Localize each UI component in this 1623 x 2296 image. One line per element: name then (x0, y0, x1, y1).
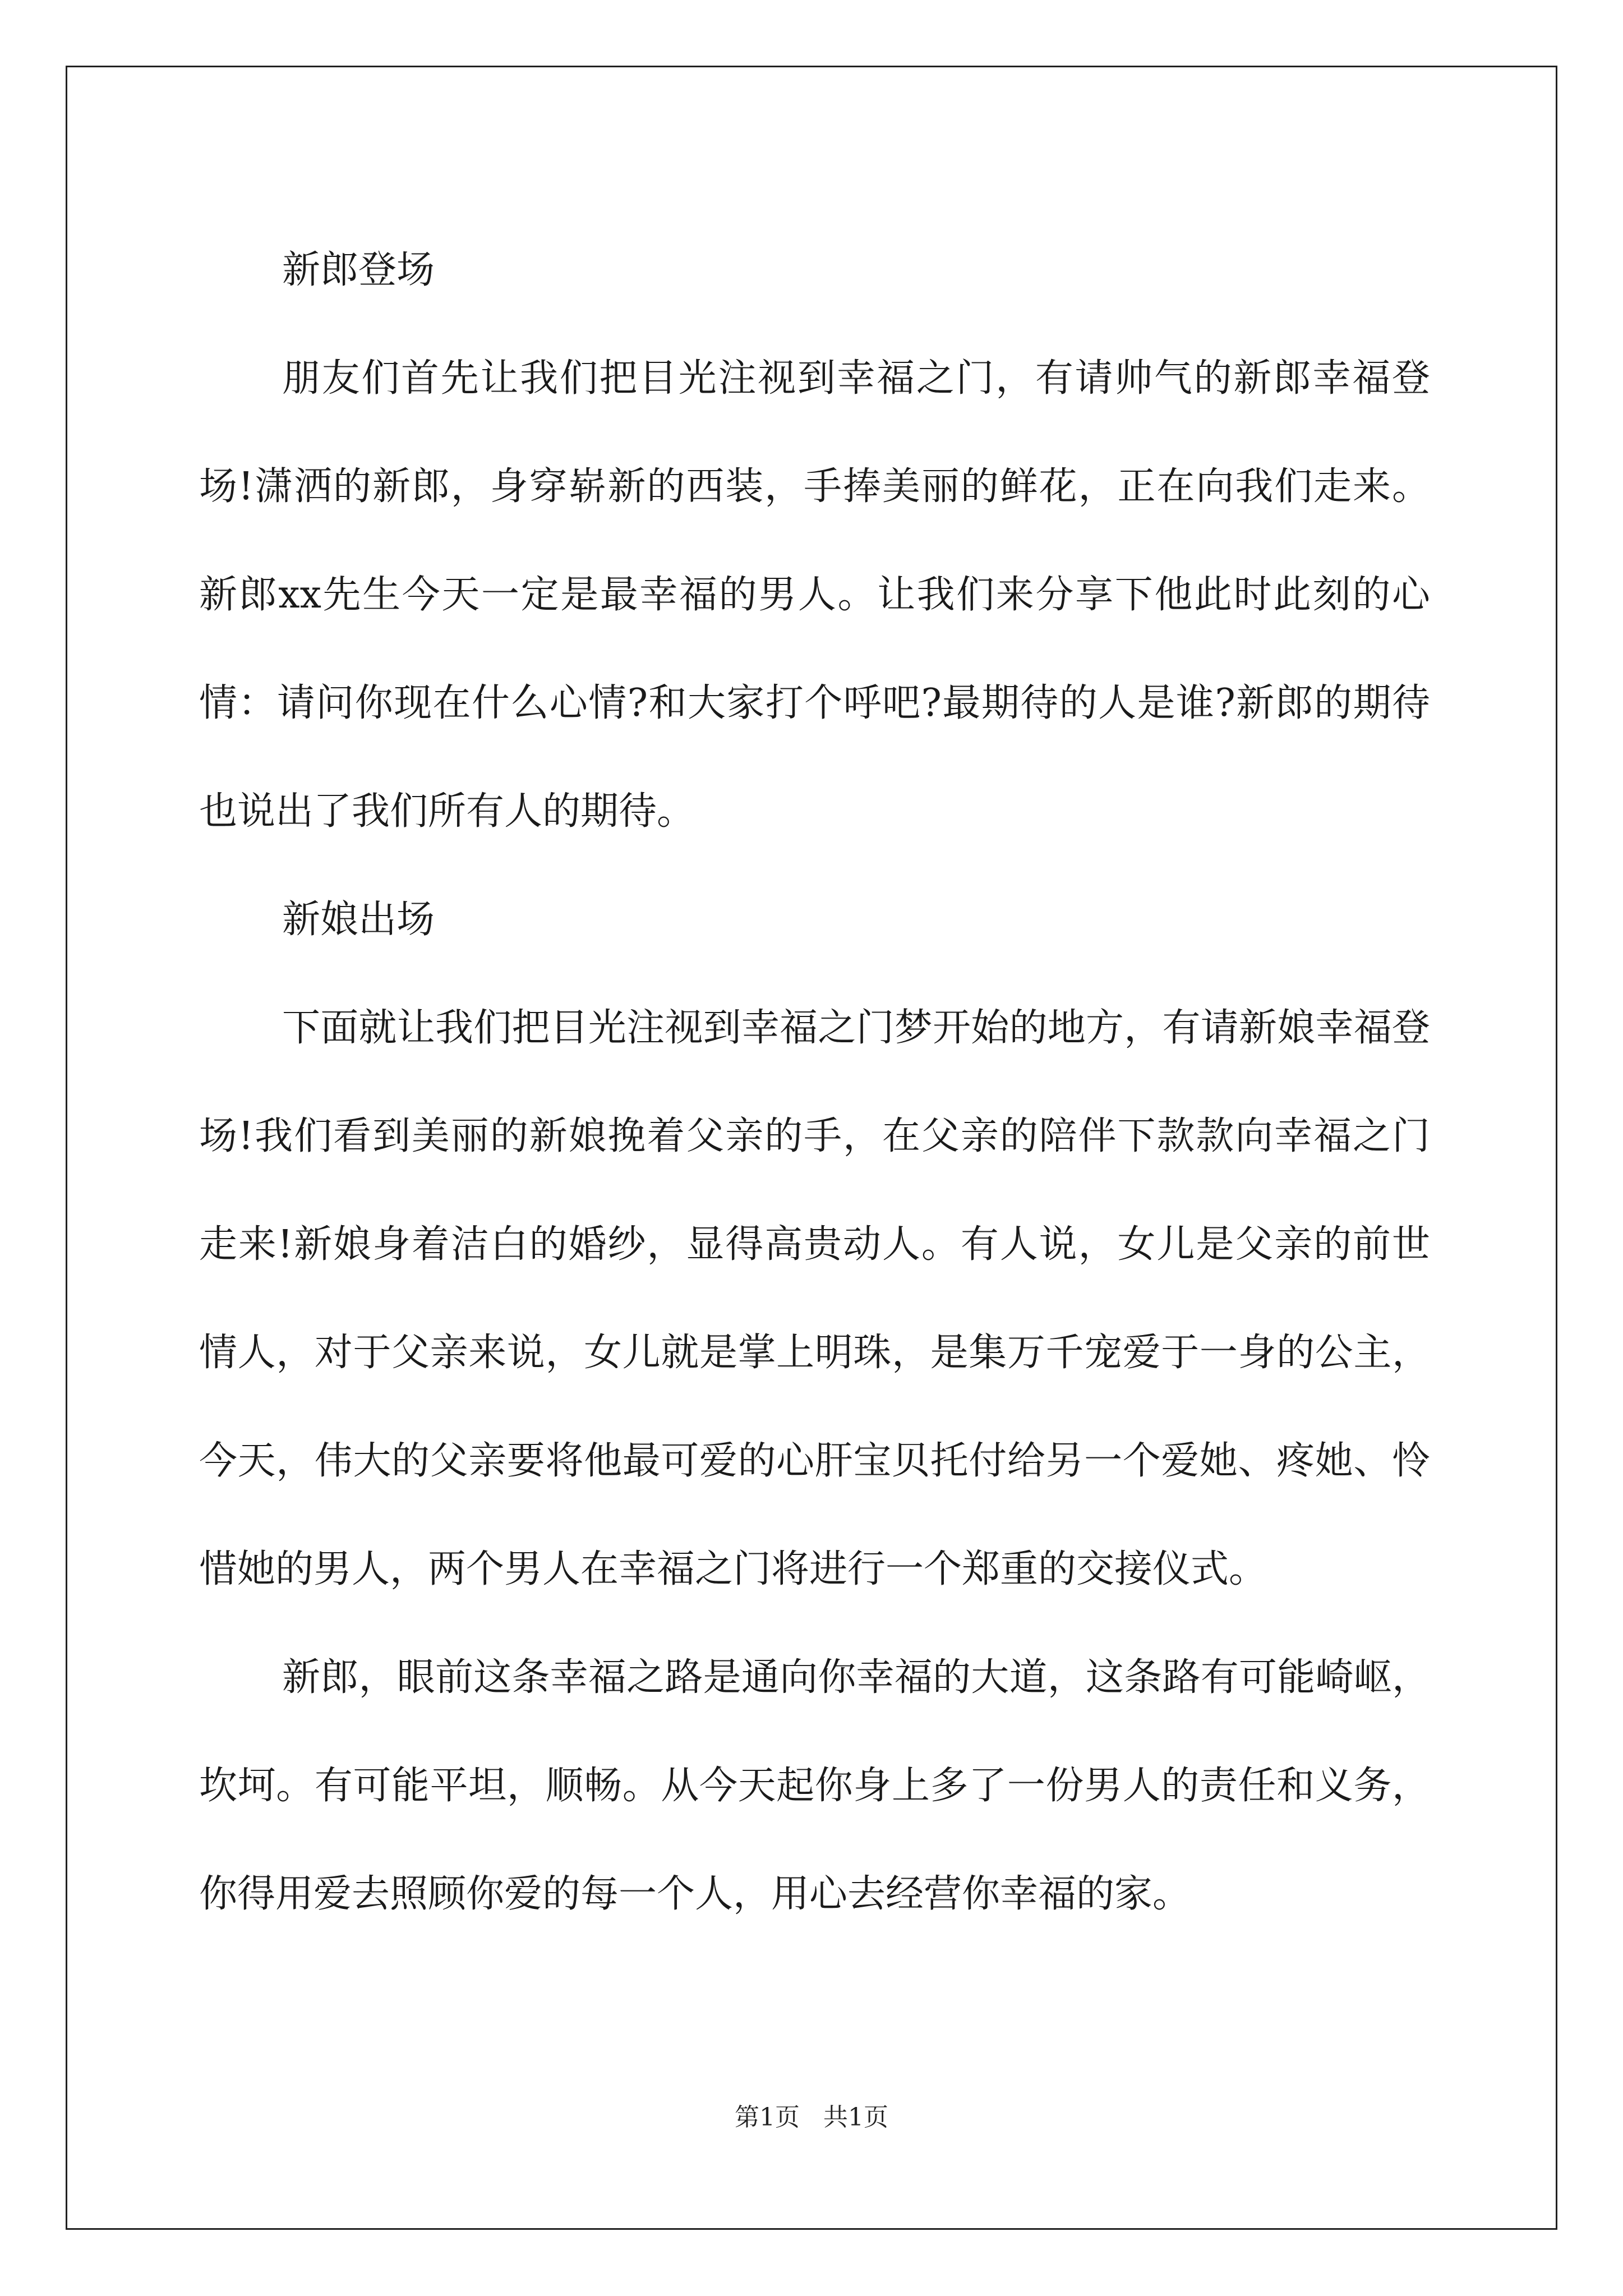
document-body (199, 216, 1430, 1948)
paragraph-groom-address: 新郎，眼前这条幸福之路是通向你幸福的大道，这条路有可能崎岖，坎坷。有可能平坦，顺畅。从今天起你身上多了一份男人的责任和义务，你得用爱去照顾你爱的每一个人，用心去经营你幸福的家。 (199, 1655, 1430, 1916)
page-total: 共1页 (823, 2103, 888, 2132)
page-footer (0, 2101, 1623, 2134)
section-heading-groom: 新郎登场 (282, 248, 435, 292)
paragraph-bride-entrance: 下面就让我们把目光注视到幸福之门梦开始的地方，有请新娘幸福登场!我们看到美丽的新娘挽着父亲的手，在父亲的陪伴下款款向幸福之门走来!新娘身着洁白的婚纱，显得高贵动人。有人说，女儿是父亲的前世情人，对于父亲来说，女儿就是掌上明珠，是集万千宠爱于一身的公主，今天，伟大的父亲要将他最可爱的心肝宝贝托付给另一个爱她、疼她、怜惜她的男人，两个男人在幸福之门将进行一个郑重的交接仪式。 (199, 1006, 1430, 1591)
section-heading-bride: 新娘出场 (282, 898, 435, 942)
paragraph-groom-entrance: 朋友们首先让我们把目光注视到幸福之门，有请帅气的新郎幸福登场!潇洒的新郎，身穿崭新的西装，手捧美丽的鲜花，正在向我们走来。新郎xx先生今天一定是最幸福的男人。让我们来分享下他此时此刻的心情：请问你现在什么心情?和大家打个呼吧?最期待的人是谁?新郎的期待也说出了我们所有人的期待。 (199, 356, 1430, 834)
page-number: 第1页 (735, 2103, 800, 2132)
